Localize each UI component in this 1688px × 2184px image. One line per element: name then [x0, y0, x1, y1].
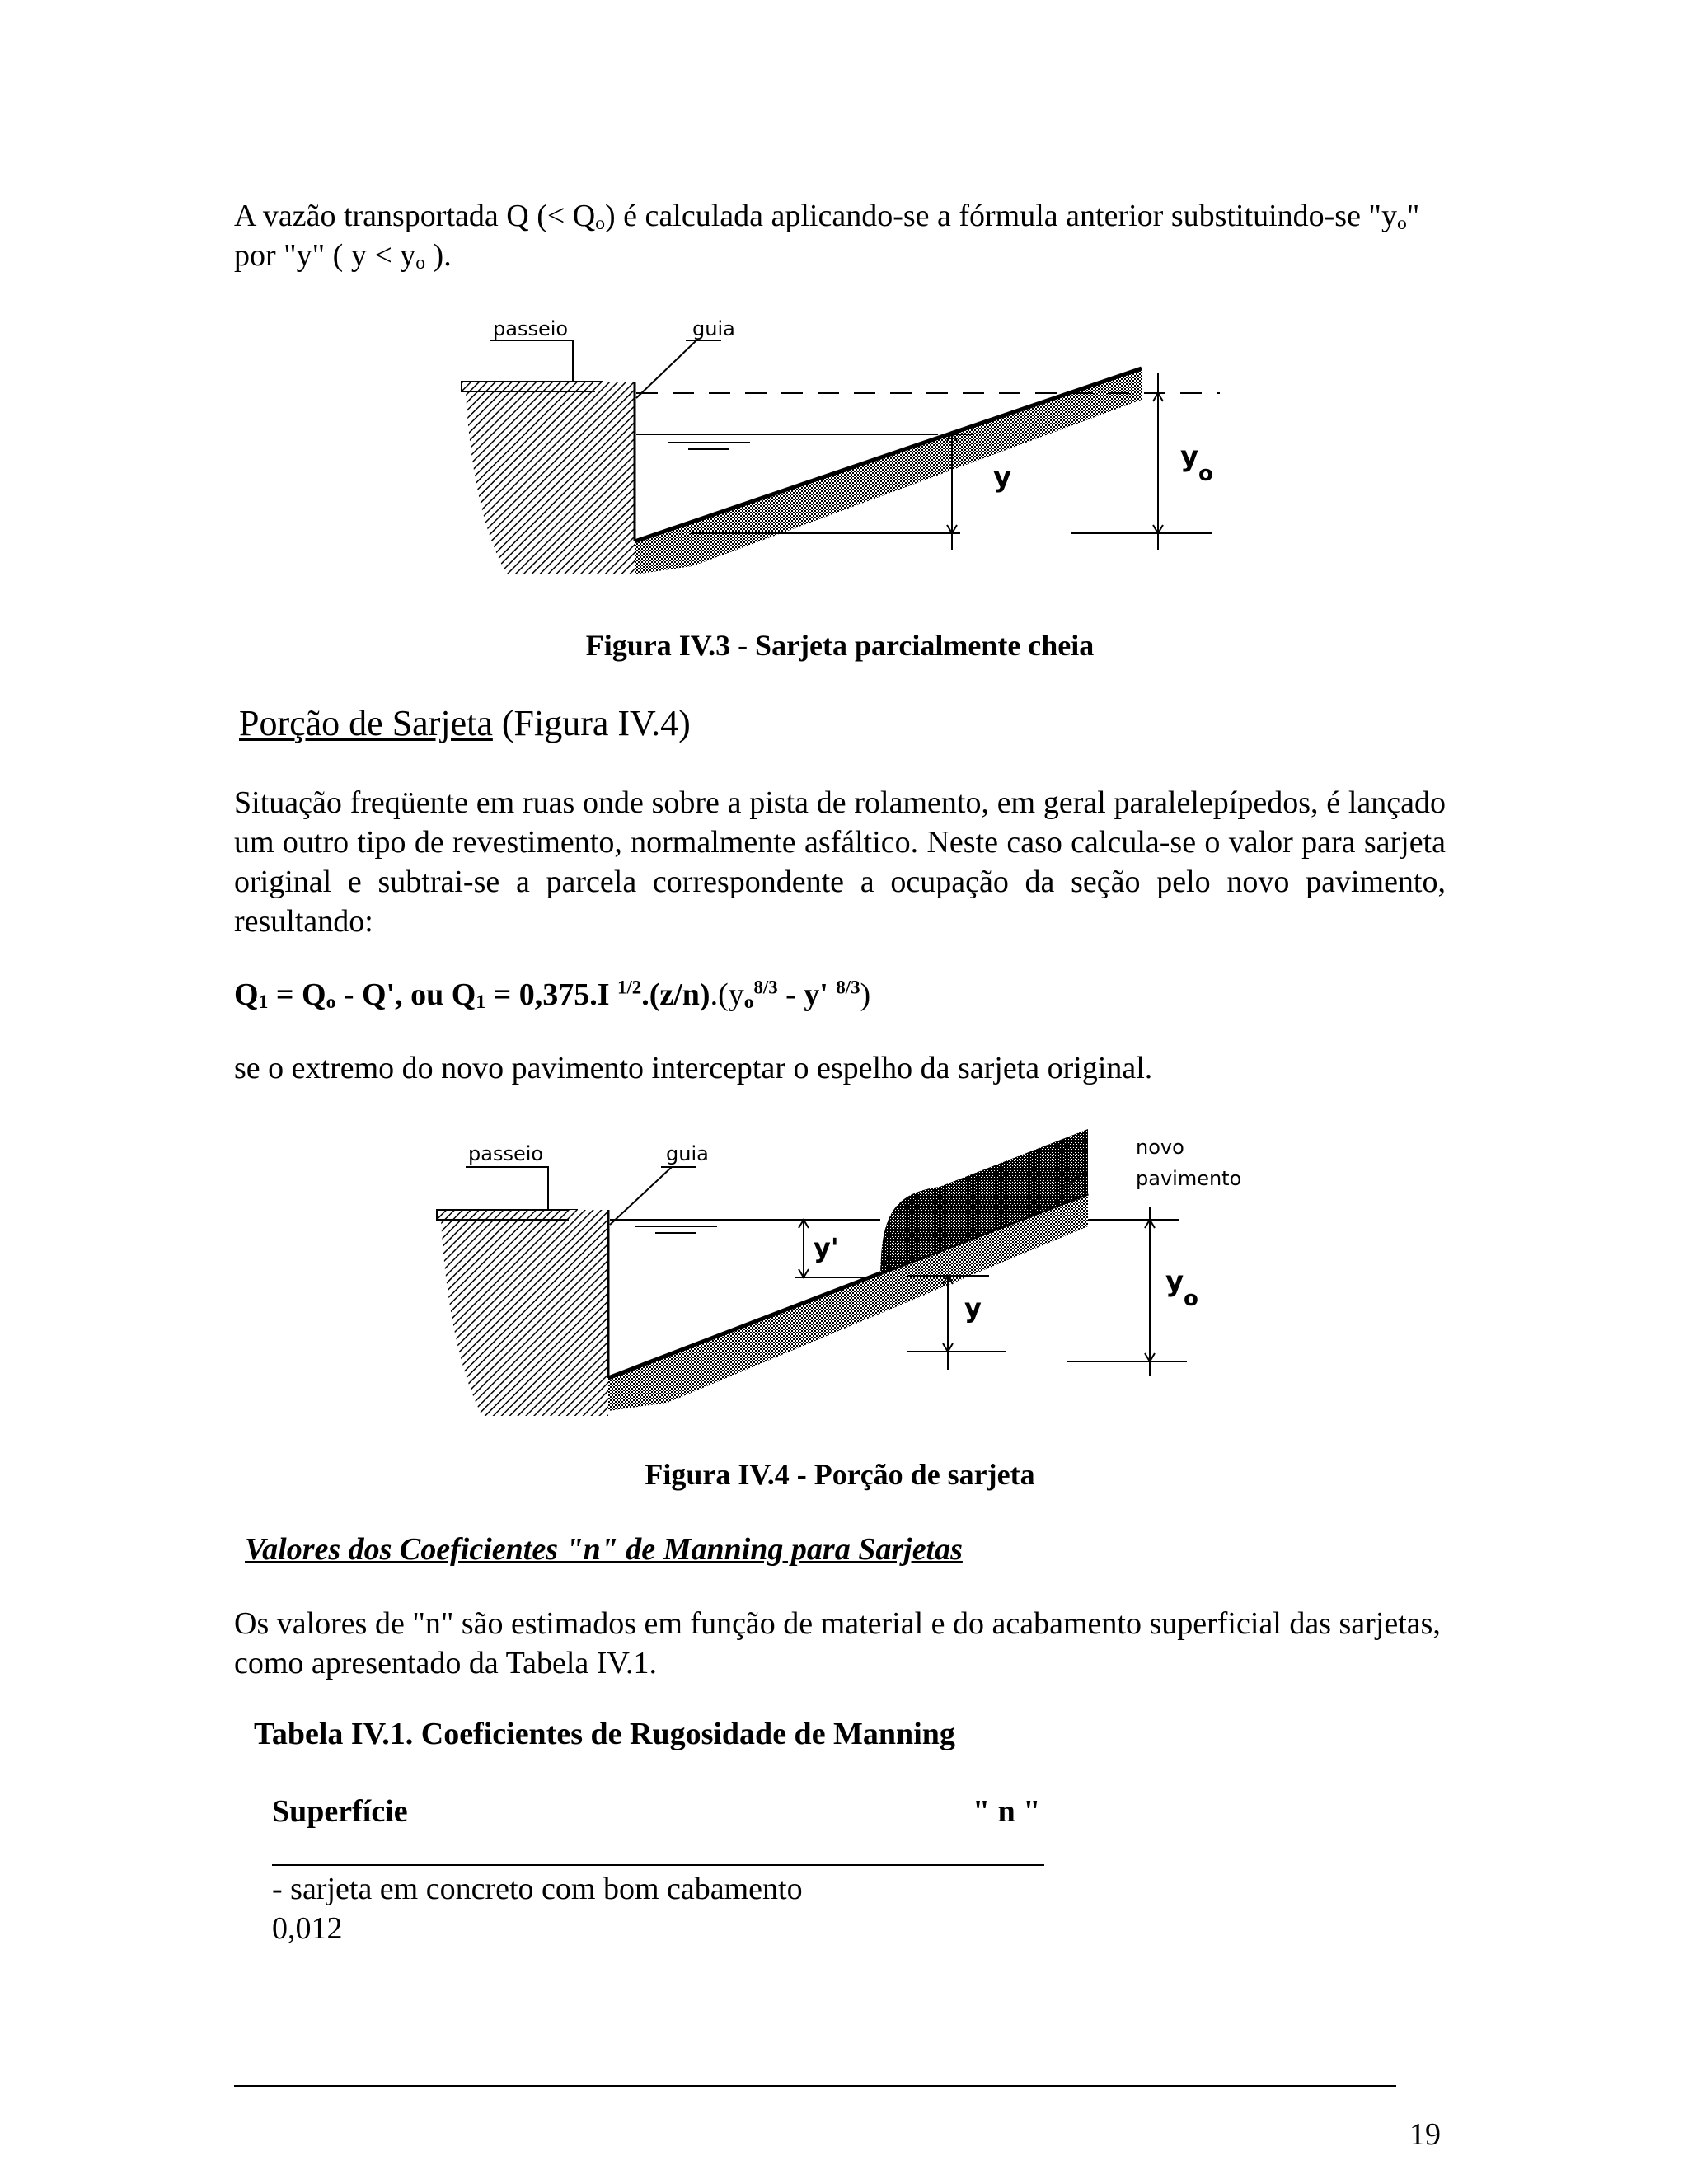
page-number: 19 — [1409, 2117, 1441, 2152]
table-header-surface: Superfície — [272, 1794, 408, 1829]
intro-text-4: ). — [425, 238, 452, 273]
formula-sup-3: 8/3 — [836, 977, 860, 998]
intro-sub-3: o — [415, 252, 426, 274]
fig2-label-y: y — [964, 1292, 982, 1324]
fig2-label-yo: y — [1165, 1265, 1184, 1298]
intro-paragraph — [234, 196, 1446, 275]
fig1-label-guia: guia — [692, 317, 735, 340]
fig2-passeio-leader — [466, 1167, 548, 1210]
fig1-label-y: y — [993, 461, 1012, 494]
formula-part-1: Q — [234, 977, 259, 1012]
fig2-label-pavimento: pavimento — [1136, 1167, 1242, 1190]
fig1-sidewalk — [462, 382, 602, 391]
fig1-passeio-leader — [490, 340, 573, 382]
formula-sub-1: 1 — [258, 991, 269, 1014]
formula-sup-1: 1/2 — [617, 977, 642, 998]
section-porcao-title-rest: (Figura IV.4) — [492, 703, 691, 743]
figure-iv4-caption: Figura IV.4 - Porção de sarjeta — [645, 1458, 1035, 1491]
table-row-1-value: 0,012 — [272, 1911, 343, 1946]
formula-sub-3: 1 — [476, 991, 486, 1014]
section-porcao-title — [239, 702, 691, 744]
formula-part-7: - y' — [777, 977, 837, 1012]
fig1-curb — [595, 382, 635, 574]
formula-sub-4: o — [743, 991, 754, 1014]
section-porcao-title-underlined: Porção de Sarjeta — [239, 703, 493, 743]
fig1-soil — [466, 391, 606, 574]
fig1-pavement — [635, 368, 1142, 574]
fig2-label-yo-sub: o — [1184, 1286, 1198, 1311]
table-row-1-surface: - sarjeta em concreto com bom cabamento — [272, 1872, 803, 1906]
figure-iv4-diagram — [412, 1129, 1286, 1426]
table-header-n: " n " — [973, 1794, 1041, 1829]
formula-line — [234, 977, 870, 1013]
fig2-curb — [569, 1210, 608, 1416]
fig1-pavement-line — [635, 368, 1142, 541]
formula-part-3: - Q', ou Q — [335, 977, 476, 1012]
intro-text-3: " por "y" ( y < y — [234, 199, 1420, 273]
formula-part-4: = 0,375.I — [485, 977, 618, 1012]
intro-sub-2: o — [1396, 213, 1407, 235]
intro-text-1: A vazão transportada Q (< Q — [234, 199, 596, 233]
formula-part-6: .(y — [710, 977, 744, 1012]
fig2-guia-leader — [610, 1167, 672, 1225]
fig2-label-passeio: passeio — [468, 1142, 544, 1165]
figure-iv3-diagram — [445, 309, 1236, 581]
fig1-guia-leader — [636, 340, 696, 398]
fig1-label-yo: y — [1180, 440, 1199, 473]
intro-sub-1: o — [595, 213, 606, 235]
formula-sup-2: 8/3 — [753, 977, 778, 998]
section-manning-paragraph: Os valores de "n" são estimados em função de material e do acabamento superficial das sarjetas, como apresentado da Tabela IV.1. — [234, 1606, 1441, 1680]
formula-part-2: = Q — [268, 977, 326, 1012]
figure-iv3-caption: Figura IV.3 - Sarjeta parcialmente cheia — [585, 629, 1095, 662]
fig2-label-yprime: y' — [814, 1232, 839, 1263]
section-porcao-paragraph: Situação freqüente em ruas onde sobre a pista de rolamento, em geral paralelepípedos, é lançado um outro tipo de revestimento, normalmente asfáltico. Neste caso calcula-se o valor para sarjeta original e subtrai-se a parcela correspondente a ocupação da seção pelo novo pavimento, resultando: — [234, 785, 1446, 939]
formula-sub-2: o — [326, 991, 336, 1014]
fig1-label-passeio: passeio — [493, 317, 569, 340]
fig2-soil — [441, 1220, 585, 1416]
table-header-rule — [272, 1864, 1044, 1866]
intro-text-2: ) é calculada aplicando-se a fórmula anterior substituindo-se "y — [605, 199, 1397, 233]
fig1-label-yo-sub: o — [1198, 462, 1213, 486]
section-manning-title: Valores dos Coeficientes "n" de Manning para Sarjetas — [245, 1532, 963, 1567]
formula-part-8: ) — [860, 977, 871, 1012]
after-formula-text: se o extremo do novo pavimento interceptar o espelho da sarjeta original. — [234, 1051, 1153, 1085]
table-title: Tabela IV.1. Coeficientes de Rugosidade de Manning — [254, 1717, 955, 1751]
formula-part-5: .(z/n) — [641, 977, 710, 1012]
fig2-sidewalk — [437, 1210, 577, 1220]
fig2-label-novo: novo — [1136, 1136, 1184, 1159]
footer-rule — [234, 2085, 1396, 2087]
fig2-label-guia: guia — [666, 1142, 709, 1165]
